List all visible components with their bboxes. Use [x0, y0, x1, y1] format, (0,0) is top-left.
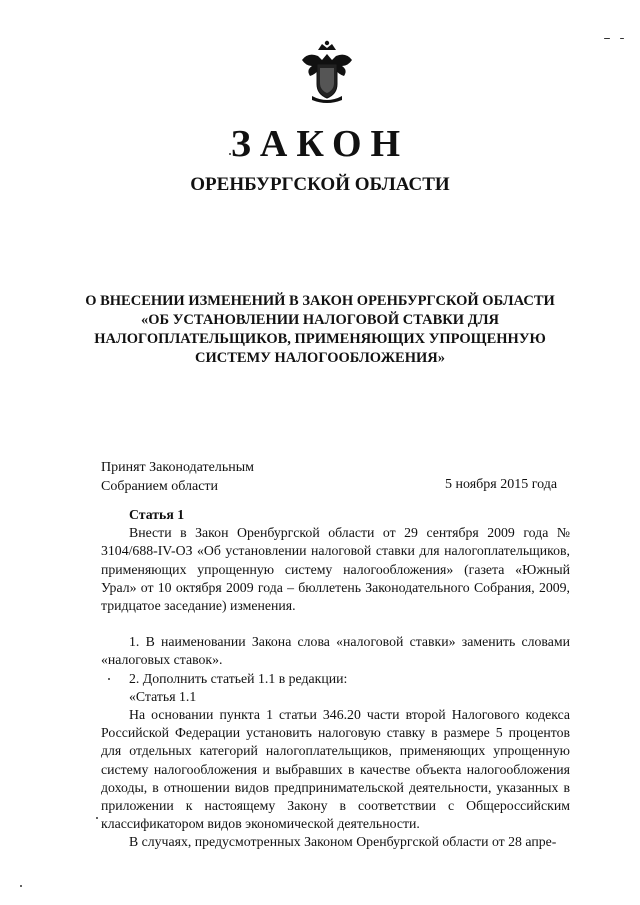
- paragraph-5: На основании пункта 1 статьи 346.20 части второй Налогового кодекса Российской Федерации установить налоговую ставку в размере 5 процентов для отдельных категорий налогоплательщиков, применяющих упрощенную систему налогообложения и выбравших в качестве объекта налогообложения доходы, в отношении видов предпринимательской деятельности, указанных в приложении к настоящему Закону в соответствии с Общероссийским классификатором видов экономической деятельности.: [101, 707, 570, 832]
- accepted-line-2: Собранием области: [101, 479, 219, 494]
- scan-speck: [229, 153, 231, 155]
- accepted-line-1: Принят Законодательным: [101, 460, 254, 475]
- law-heading: О ВНЕСЕНИИ ИЗМЕНЕНИЙ В ЗАКОН ОРЕНБУРГСКОЙ ОБЛАСТИ «ОБ УСТАНОВЛЕНИИ НАЛОГОВОЙ СТАВКИ ДЛЯ НАЛОГОПЛАТЕЛЬЩИКОВ, ПРИМЕНЯЮЩИХ УПРОЩЕННУЮ СИСТЕМУ НАЛОГООБЛОЖЕНИЯ»: [85, 293, 555, 366]
- scan-speck: [96, 817, 98, 819]
- document-body: [101, 506, 570, 852]
- scan-speck: [108, 678, 110, 680]
- article-title: Статья 1: [129, 507, 185, 522]
- paragraph-2: 1. В наименовании Закона слова «налоговой ставки» заменить словами «налоговых ставок».: [101, 634, 570, 668]
- paragraph-3: 2. Дополнить статьей 1.1 в редакции:: [129, 670, 348, 686]
- paragraph-1: Внести в Закон Оренбургской области от 29 сентября 2009 года № 3104/688-IV-ОЗ «Об установлении налоговой ставки для налогоплательщиков, применяющих упрощенную систему налогообложения» (газета «Южный Урал» от 10 октября 2009 года – бюллетень Законодательного Собрания, 2009, тридцатое заседание) изменения.: [101, 525, 570, 614]
- scan-speck: [620, 38, 624, 39]
- paragraph-6: В случаях, предусмотренных Законом Оренбургской области от 28 апре-: [129, 834, 557, 850]
- scan-speck: [604, 38, 610, 39]
- document-title: ЗАКОН: [230, 123, 410, 165]
- scan-speck: [20, 885, 22, 887]
- coat-of-arms-icon: [298, 40, 356, 104]
- paragraph-4: «Статья 1.1: [129, 688, 197, 704]
- document-subtitle: ОРЕНБУРГСКОЙ ОБЛАСТИ: [190, 174, 450, 195]
- adoption-date: 5 ноября 2015 года: [445, 477, 558, 492]
- accepted-by: [101, 458, 254, 496]
